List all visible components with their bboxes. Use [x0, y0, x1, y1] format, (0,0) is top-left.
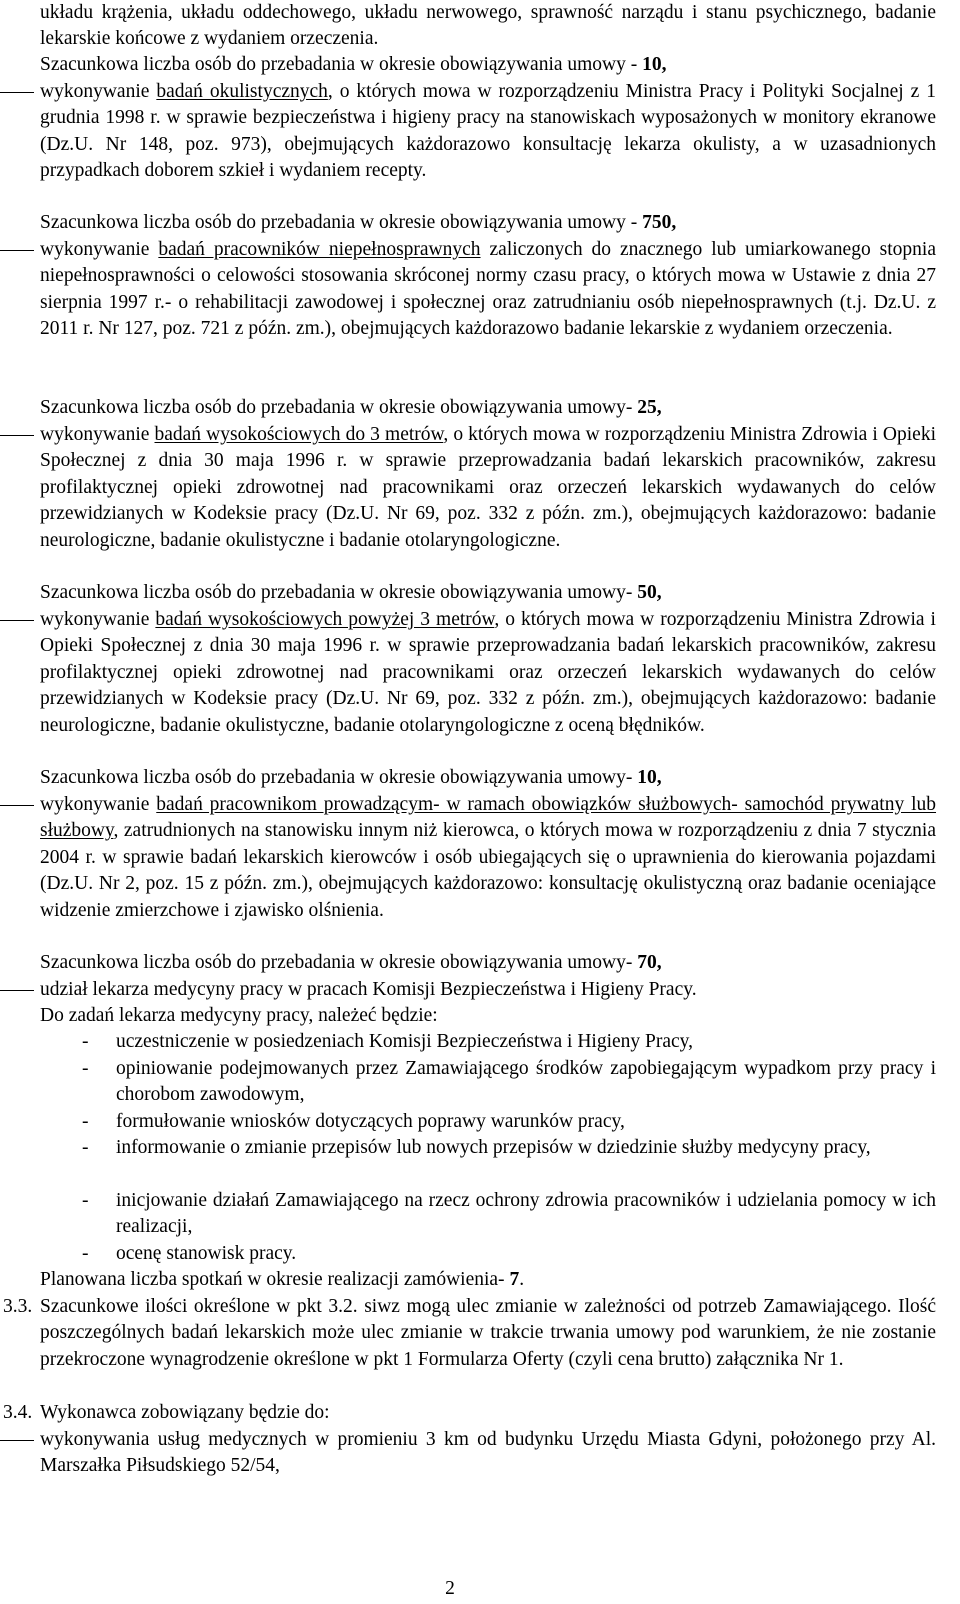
task-bullet: - — [82, 1243, 89, 1264]
meetings-line: Planowana liczba spotkań w okresie realizacji zamówienia- 7. — [40, 1269, 525, 1290]
tasks-heading: Do zadań lekarza medycyny pracy, należeć będzie: — [40, 1005, 438, 1026]
estimate-line: Szacunkowa liczba osób do przebadania w okresie obowiązywania umowy- 50, — [40, 582, 662, 603]
exam-item: wykonywanie badań wysokościowych powyżej 3 metrów, o których mowa w rozporządzeniu Ministra Zdrowia i Opieki Społecznej z dnia 30 maja 1996 r. w sprawie przeprowadzania badań lekarskich pracowników, zakresu profilaktycznej opieki zdrowotnej nad pracownikami oraz orzeczeń lekarskich wydawanych do celów przewidzianych w Kodeksie pracy (Dz.U. Nr 69, poz. 332 z późn. zm.), obejmujących każdorazowo: badanie neurologiczne, badanie okulistyczne, badanie otolaryngologiczne z oceną błędników. — [40, 609, 936, 736]
dash-bullet — [0, 435, 34, 436]
section-3-3-text: Szacunkowe ilości określone w pkt 3.2. siwz mogą ulec zmianie w zależności od potrzeb Zamawiającego. Ilość poszczególnych badań lekarskich może ulec zmianie w trakcie trwania umowy pod warunkiem, że nie zostanie przekroczone wynagrodzenie określone w pkt 1 Formularza Oferty (czyli cena brutto) załącznika Nr 1. — [40, 1296, 936, 1370]
task-item: uczestniczenie w posiedzeniach Komisji Bezpieczeństwa i Higieny Pracy, — [116, 1031, 694, 1052]
dash-bullet — [0, 92, 34, 93]
estimate-line: Szacunkowa liczba osób do przebadania w okresie obowiązywania umowy- 70, — [40, 952, 662, 973]
task-item: informowanie o zmianie przepisów lub nowych przepisów w dziedzinie służby medycyny pracy, — [116, 1137, 871, 1158]
dash-bullet — [0, 250, 34, 251]
estimate-line: Szacunkowa liczba osób do przebadania w okresie obowiązywania umowy - 750, — [40, 212, 677, 233]
estimate-line: Szacunkowa liczba osób do przebadania w okresie obowiązywania umowy- 10, — [40, 767, 662, 788]
exam-item: wykonywanie badań pracowników niepełnosprawnych zaliczonych do znacznego lub umiarkowanego stopnia niepełnosprawności o celowości stosowania skróconej normy czasu pracy, o których mowa w Ustawie z dnia 27 sierpnia 1997 r.- o rehabilitacji zawodowej i społecznej oraz zatrudnianiu osób niepełnosprawnych (t.j. Dz.U. z 2011 r. Nr 127, poz. 721 z późn. zm.), obejmujących każdorazowo badanie lekarskie z wydaniem orzeczenia. — [40, 239, 936, 340]
estimate-line: Szacunkowa liczba osób do przebadania w okresie obowiązywania umowy - 10, — [40, 54, 667, 75]
section-number: 3.3. — [3, 1296, 33, 1317]
task-bullet: - — [82, 1058, 89, 1079]
task-bullet: - — [82, 1111, 89, 1132]
dash-bullet — [0, 990, 34, 991]
task-bullet: - — [82, 1190, 89, 1211]
dash-bullet — [0, 620, 34, 621]
section-3-4-text: Wykonawca zobowiązany będzie do: — [40, 1402, 330, 1423]
task-bullet: - — [82, 1031, 89, 1052]
task-bullet: - — [82, 1137, 89, 1158]
task-item: opiniowanie podejmowanych przez Zamawiającego środków zapobiegającym wypadkom przy pracy i chorobom zawodowym, — [116, 1058, 936, 1106]
dash-bullet — [0, 1440, 34, 1441]
task-item: formułowanie wniosków dotyczących poprawy warunków pracy, — [116, 1111, 625, 1132]
intro-paragraph: układu krążenia, układu oddechowego, układu nerwowego, sprawność narządu i stanu psychicznego, badanie lekarskie końcowe z wydaniem orzeczenia. — [40, 2, 936, 50]
task-item: ocenę stanowisk pracy. — [116, 1243, 297, 1264]
task-item: inicjowanie działań Zamawiającego na rzecz ochrony zdrowia pracowników i udzielania pomocy w ich realizacji, — [116, 1190, 936, 1238]
exam-item: wykonywanie badań okulistycznych, o których mowa w rozporządzeniu Ministra Pracy i Polityki Socjalnej z 1 grudnia 1998 r. w sprawie bezpieczeństwa i higieny pracy na stanowiskach wyposażonych w monitory ekranowe (Dz.U. Nr 148, poz. 973), obejmujących każdorazowo konsultację lekarza okulisty, a w uzasadnionych przypadkach doborem szkieł i wydaniem recepty. — [40, 81, 936, 182]
service-location-item: wykonywania usług medycznych w promieniu 3 km od budynku Urzędu Miasta Gdyni, położonego przy Al. Marszałka Piłsudskiego 52/54, — [40, 1429, 936, 1477]
exam-item: wykonywanie badań wysokościowych do 3 metrów, o których mowa w rozporządzeniu Ministra Zdrowia i Opieki Społecznej z dnia 30 maja 1996 r. w sprawie przeprowadzania badań lekarskich pracowników, zakresu profilaktycznej opieki zdrowotnej nad pracownikami oraz orzeczeń lekarskich wydawanych do celów przewidzianych w Kodeksie pracy (Dz.U. Nr 69, poz. 332 z późn. zm.), obejmujących każdorazowo: badanie neurologiczne, badanie okulistyczne i badanie otolaryngologiczne. — [40, 424, 936, 551]
dash-bullet — [0, 805, 34, 806]
committee-item: udział lekarza medycyny pracy w pracach Komisji Bezpieczeństwa i Higieny Pracy. — [40, 979, 697, 1000]
page-number: 2 — [445, 1578, 455, 1599]
section-number: 3.4. — [3, 1402, 33, 1423]
estimate-line: Szacunkowa liczba osób do przebadania w okresie obowiązywania umowy- 25, — [40, 397, 662, 418]
exam-item: wykonywanie badań pracownikom prowadzącym- w ramach obowiązków służbowych- samochód prywatny lub służbowy, zatrudnionych na stanowisku innym niż kierowca, o których mowa w rozporządzeniu z dnia 7 stycznia 2004 r. w sprawie badań lekarskich kierowców i osób ubiegających się o uprawnienia do kierowania pojazdami (Dz.U. Nr 2, poz. 15 z późn. zm.), obejmujących każdorazowo: konsultację okulistyczną oraz badanie oceniające widzenie zmierzchowe i zjawisko olśnienia. — [40, 794, 937, 921]
